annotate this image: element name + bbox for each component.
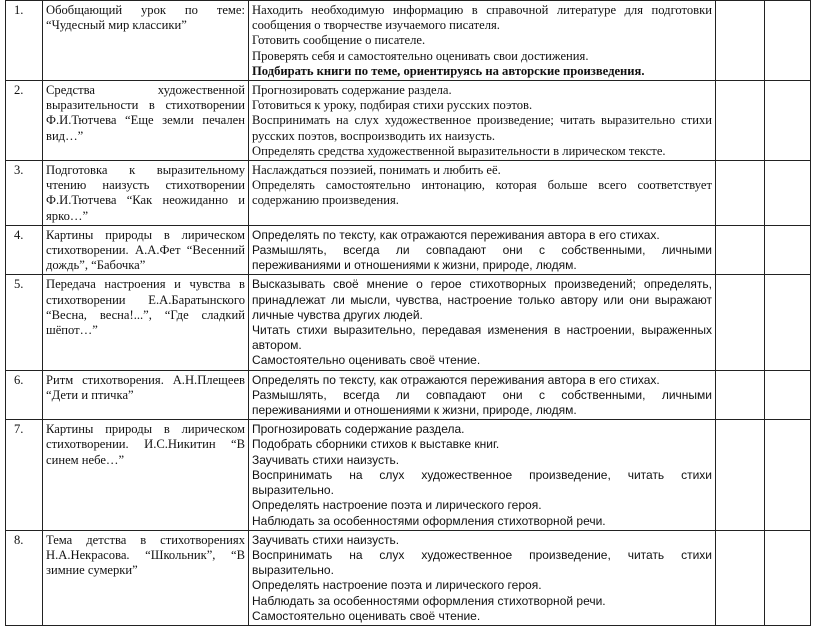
table-row (6, 530, 811, 625)
activity-line: Наблюдать за особенностями оформления стихотворной речи. (252, 593, 606, 608)
lesson-topic: Картины природы в лирическом стихотворении. А.А.Фет “Весенний дождь”, “Бабочка” (43, 225, 249, 275)
date-fact-cell (765, 225, 811, 275)
learning-activities (249, 530, 716, 625)
table-body (6, 1, 811, 626)
activity-line: Заучивать стихи наизусть. (252, 452, 400, 467)
lesson-number: 6. (6, 370, 43, 420)
activity-line: Определять по тексту, как отражаются переживания автора в его стихах. (252, 372, 660, 387)
learning-activities (249, 275, 716, 370)
date-plan-cell (716, 530, 765, 625)
date-fact-cell (765, 81, 811, 161)
activity-line: Размышлять, всегда ли совпадают они с собственными, личными переживаниями и отношениями к жизни, природе, людям. (252, 243, 712, 273)
lesson-number: 7. (6, 420, 43, 530)
lesson-topic: Подготовка к выразительному чтению наизусть стихотворении Ф.И.Тютчева “Как неожиданно и ярко…” (43, 161, 249, 226)
date-fact-cell (765, 370, 811, 420)
activity-line: Воспринимать на слух художественное произведение, читать стихи выразительно. (252, 467, 712, 498)
lesson-topic: Средства художественной выразительности в стихотворении Ф.И.Тютчева “Еще земли печален вид…” (43, 81, 249, 161)
learning-activities (249, 1, 716, 81)
activity-line: Читать стихи выразительно, передавая изменения в настроении, выраженных автором. (252, 323, 712, 353)
activity-line: Прогнозировать содержание раздела. (252, 422, 465, 437)
table-row (6, 275, 811, 370)
activity-line: Прогнозировать содержание раздела. (252, 83, 452, 98)
date-plan-cell (716, 161, 765, 226)
table-row (6, 420, 811, 530)
lesson-number: 1. (6, 1, 43, 81)
date-fact-cell (765, 275, 811, 370)
date-fact-cell (765, 161, 811, 226)
lesson-plan-table (5, 0, 811, 626)
lesson-number: 2. (6, 81, 43, 161)
learning-activities (249, 81, 716, 161)
lesson-topic: Ритм стихотворения. А.Н.Плещеев “Дети и птичка” (43, 370, 249, 420)
activity-line: Наслаждаться поэзией, понимать и любить её. (252, 163, 501, 178)
activity-line: Определять настроение поэта и лирического героя. (252, 498, 542, 513)
activity-line: Заучивать стихи наизусть. (252, 532, 400, 547)
date-fact-cell (765, 1, 811, 81)
activity-line: Наблюдать за особенностями оформления стихотворной речи. (252, 513, 606, 528)
activity-line: Подбирать книги по теме, ориентируясь на авторские произведения. (252, 63, 645, 78)
lesson-number: 3. (6, 161, 43, 226)
activity-line: Проверять себя и самостоятельно оценивать свои достижения. (252, 48, 589, 63)
table-row (6, 81, 811, 161)
activity-line: Самостоятельно оценивать своё чтение. (252, 608, 481, 623)
lesson-number: 5. (6, 275, 43, 370)
date-plan-cell (716, 1, 765, 81)
activity-line: Размышлять, всегда ли совпадают они с собственными, личными переживаниями и отношениями к жизни, природе, людям. (252, 387, 712, 418)
table-row (6, 225, 811, 275)
activity-line: Воспринимать на слух художественное произведение, читать стихи выразительно. (252, 547, 712, 578)
learning-activities (249, 225, 716, 275)
date-plan-cell (716, 420, 765, 530)
table-row (6, 161, 811, 226)
table-row (6, 370, 811, 420)
table-row (6, 1, 811, 81)
activity-line: Воспринимать на слух художественное произведение; читать выразительно стихи русских поэтов, воспроизводить их наизусть. (252, 113, 712, 143)
activity-line: Определять по тексту, как отражаются переживания автора в его стихах. (252, 227, 660, 242)
lesson-number: 8. (6, 530, 43, 625)
activity-line: Подобрать сборники стихов к выставке книг. (252, 437, 500, 452)
date-plan-cell (716, 275, 765, 370)
learning-activities (249, 161, 716, 226)
lesson-topic: Картины природы в лирическом стихотворении. И.С.Никитин “В синем небе…” (43, 420, 249, 530)
activity-line: Находить необходимую информацию в справочной литературе для подготовки сообщения о творчестве изучаемого писателя. (252, 3, 712, 33)
lesson-topic: Обобщающий урок по теме: “Чудесный мир классики” (43, 1, 249, 81)
lesson-topic: Передача настроения и чувства в стихотворении Е.А.Баратынского “Весна, весна!...”, “Где сладкий шёпот…” (43, 275, 249, 370)
activity-line: Высказывать своё мнение о герое стихотворных произведений; определять, принадлежат ли мысли, чувства, настроение только автору или они выражают личные чувства других людей. (252, 277, 712, 322)
date-plan-cell (716, 81, 765, 161)
activity-line: Определять средства художественной выразительности в лирическом тексте. (252, 143, 666, 158)
date-fact-cell (765, 420, 811, 530)
activity-line: Определять самостоятельно интонацию, которая больше всего соответствует содержанию произведения. (252, 178, 712, 208)
date-plan-cell (716, 370, 765, 420)
activity-line: Готовиться к уроку, подбирая стихи русских поэтов. (252, 98, 533, 113)
activity-line: Самостоятельно оценивать своё чтение. (252, 353, 481, 368)
activity-line: Готовить сообщение о писателе. (252, 33, 426, 48)
date-plan-cell (716, 225, 765, 275)
date-fact-cell (765, 530, 811, 625)
learning-activities (249, 420, 716, 530)
learning-activities (249, 370, 716, 420)
lesson-topic: Тема детства в стихотворениях Н.А.Некрасова. “Школьник”, “В зимние сумерки” (43, 530, 249, 625)
activity-line: Определять настроение поэта и лирического героя. (252, 578, 542, 593)
lesson-number: 4. (6, 225, 43, 275)
